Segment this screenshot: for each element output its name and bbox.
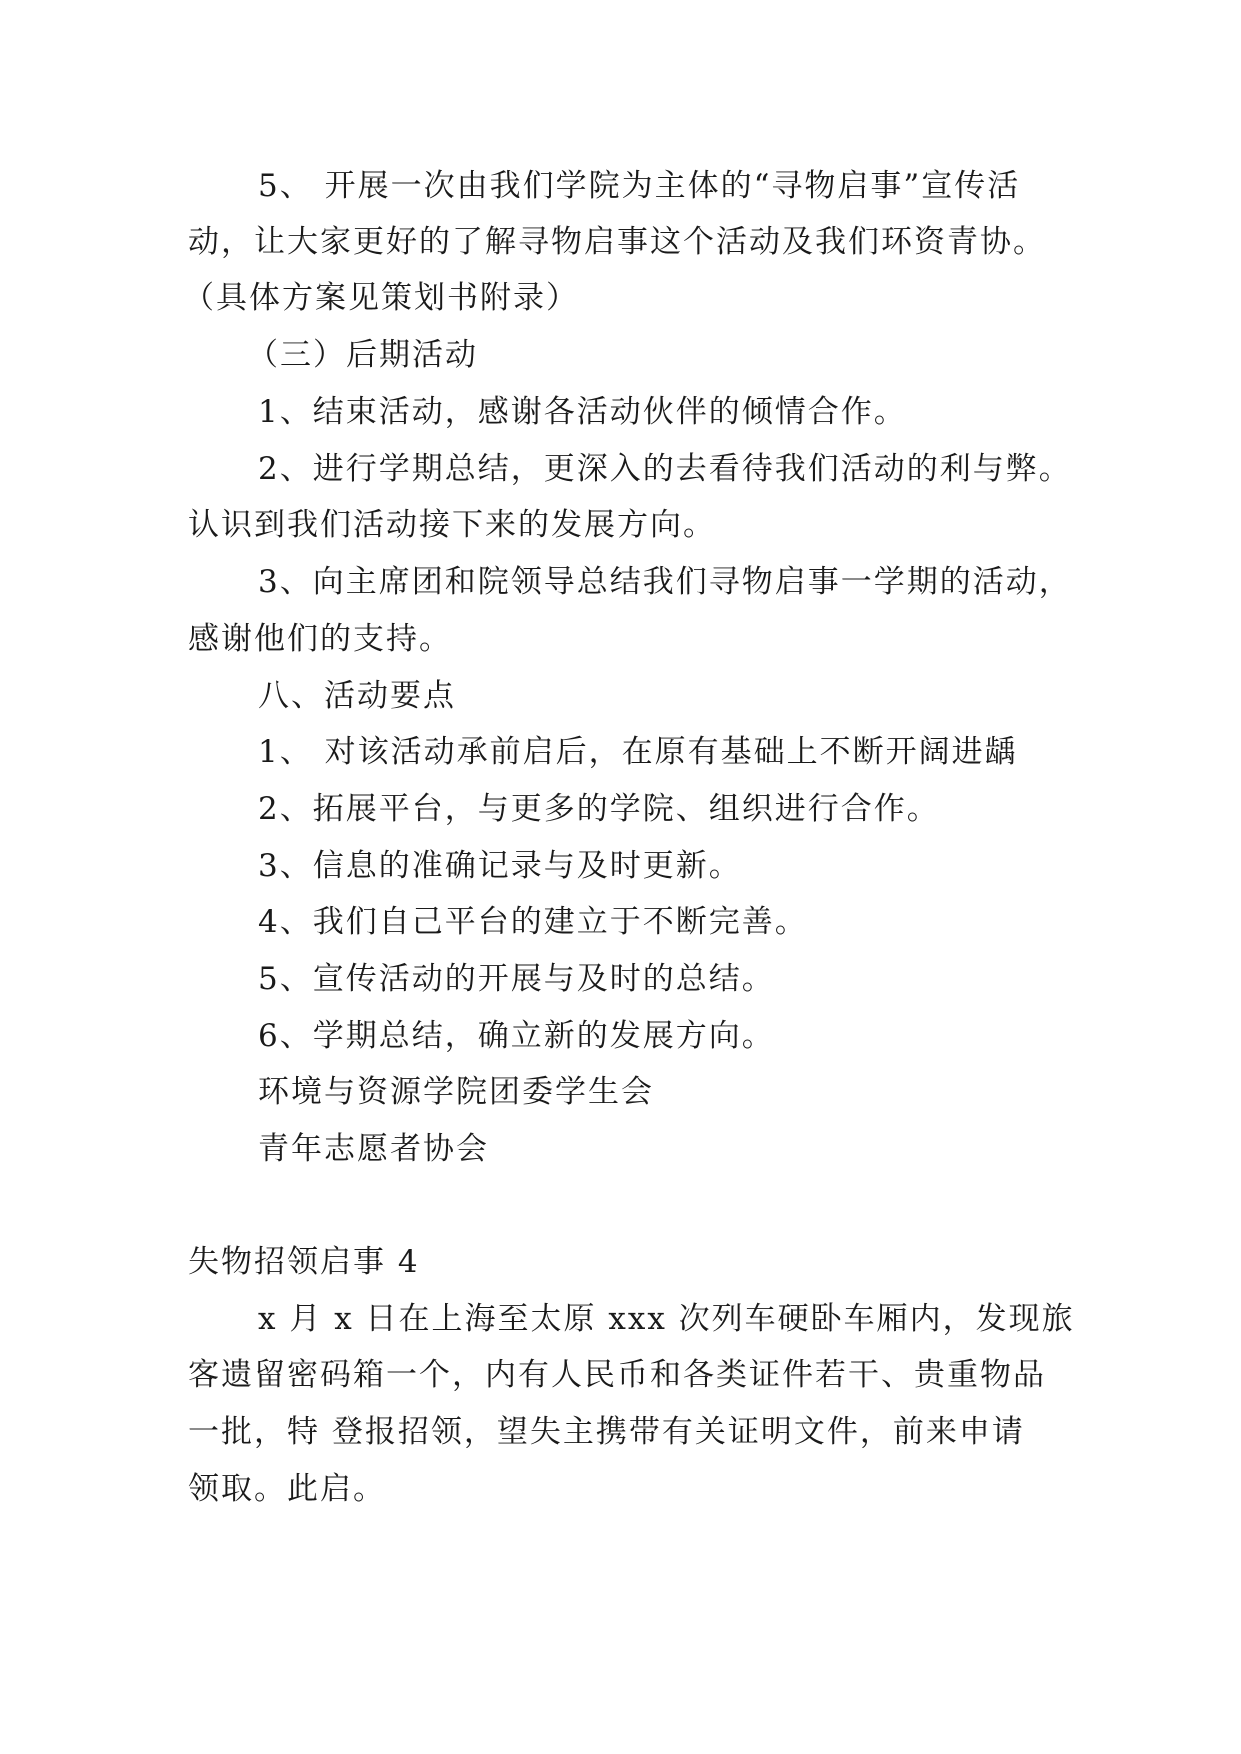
paragraph-line: （具体方案见策划书附录） [183, 280, 579, 316]
list-item: 5、宣传活动的开展与及时的总结。 [258, 961, 775, 997]
list-item: 2、拓展平台，与更多的学院、组织进行合作。 [258, 791, 940, 827]
paragraph-line: 一批，特 登报招领，望失主携带有关证明文件，前来申请 [188, 1414, 1025, 1450]
list-item: 4、我们自己平台的建立于不断完善。 [258, 904, 808, 940]
list-item: 6、学期总结，确立新的发展方向。 [258, 1018, 775, 1054]
list-item: 3、向主席团和院领导总结我们寻物启事一学期的活动， [258, 564, 1072, 600]
paragraph-line: 领取。此启。 [188, 1471, 386, 1507]
paragraph-line: 客遗留密码箱一个，内有人民币和各类证件若干、贵重物品 [188, 1357, 1046, 1393]
list-item: 3、信息的准确记录与及时更新。 [258, 848, 742, 884]
list-item: 1、结束活动，感谢各活动伙伴的倾情合作。 [258, 394, 907, 430]
paragraph-line: 动，让大家更好的了解寻物启事这个活动及我们环资青协。 [188, 224, 1046, 260]
paragraph-line: x 月 x 日在上海至太原 xxx 次列车硬卧车厢内，发现旅 [258, 1301, 1075, 1337]
paragraph-line: 5、 开展一次由我们学院为主体的“寻物启事”宣传活 [258, 168, 1021, 204]
section-heading: 八、活动要点 [258, 678, 456, 714]
signature-org: 青年志愿者协会 [258, 1131, 489, 1167]
paragraph-line: 感谢他们的支持。 [188, 621, 452, 657]
section-title: 失物招领启事 4 [188, 1244, 420, 1280]
signature-org: 环境与资源学院团委学生会 [258, 1074, 654, 1110]
list-item: 1、 对该活动承前启后，在原有基础上不断开阔进龋 [258, 734, 1018, 770]
section-heading: （三）后期活动 [247, 337, 478, 373]
paragraph-line: 认识到我们活动接下来的发展方向。 [188, 507, 716, 543]
list-item: 2、进行学期总结，更深入的去看待我们活动的利与弊。 [258, 451, 1072, 487]
